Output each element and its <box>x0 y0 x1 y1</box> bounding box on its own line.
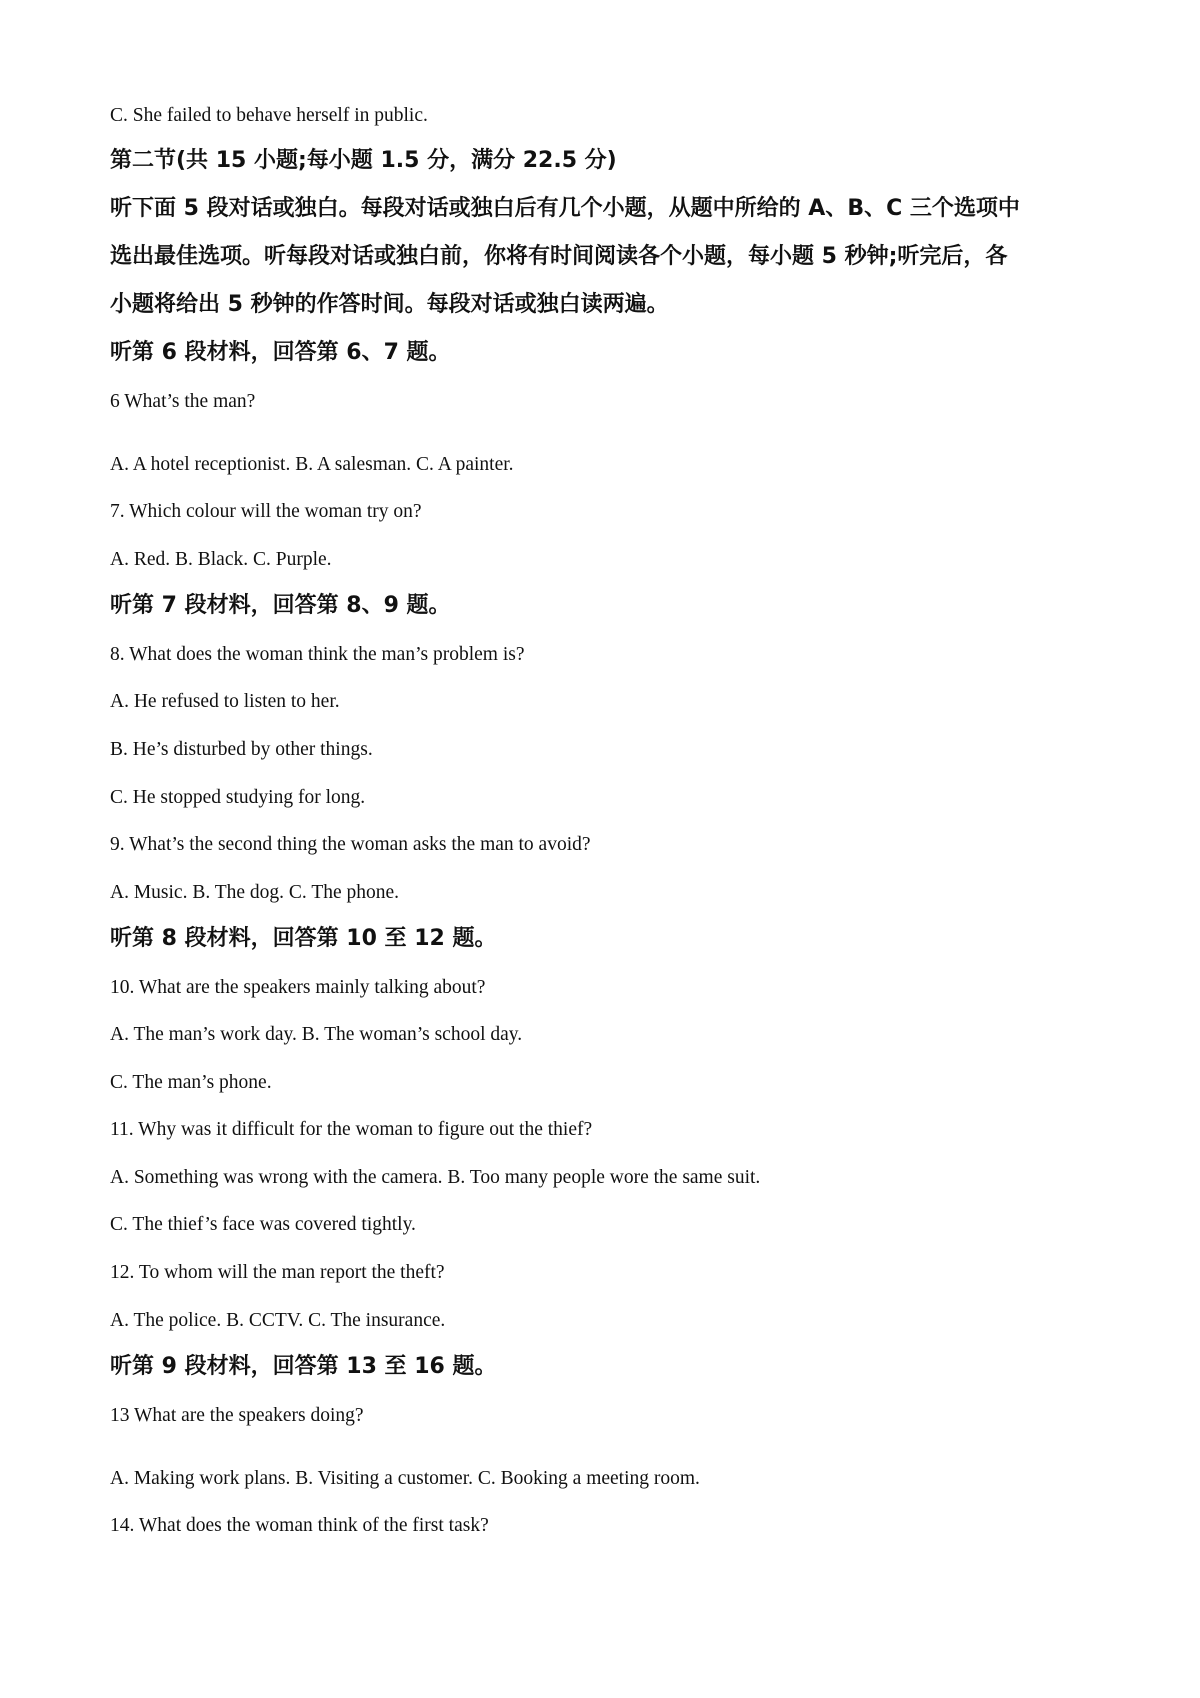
instructions-line-3: 小题将给出 5 秒钟的作答时间。每段对话或独白读两遍。 <box>110 292 669 317</box>
question-12: 12. To whom will the man report the theft? <box>110 1262 445 1283</box>
section-heading: 第二节(共 15 小题;每小题 1.5 分，满分 22.5 分) <box>110 148 617 173</box>
question-10: 10. What are the speakers mainly talking about? <box>110 977 486 998</box>
question-13: 13 What are the speakers doing? <box>110 1405 364 1426</box>
options-13: A. Making work plans. B. Visiting a customer. C. Booking a meeting room. <box>110 1468 700 1489</box>
question-9: 9. What’s the second thing the woman asks the man to avoid? <box>110 834 591 855</box>
options-9: A. Music. B. The dog. C. The phone. <box>110 882 400 903</box>
option-line-q5c: C. She failed to behave herself in public. <box>110 105 428 126</box>
question-11: 11. Why was it difficult for the woman to figure out the thief? <box>110 1119 593 1140</box>
instructions-line-1: 听下面 5 段对话或独白。每段对话或独白后有几个小题，从题中所给的 A、B、C 三个选项中 <box>110 196 1020 221</box>
option-8c: C. He stopped studying for long. <box>110 787 366 808</box>
options-12: A. The police. B. CCTV. C. The insurance. <box>110 1310 446 1331</box>
option-11c: C. The thief’s face was covered tightly. <box>110 1214 416 1235</box>
options-10-ab: A. The man’s work day. B. The woman’s school day. <box>110 1024 523 1045</box>
options-7: A. Red. B. Black. C. Purple. <box>110 549 332 570</box>
instructions-line-2: 选出最佳选项。听每段对话或独白前，你将有时间阅读各个小题，每小题 5 秒钟;听完后，各 <box>110 244 1008 269</box>
question-8: 8. What does the woman think the man’s problem is? <box>110 644 525 665</box>
material-heading-7: 听第 7 段材料，回答第 8、9 题。 <box>110 593 451 618</box>
material-heading-9: 听第 9 段材料，回答第 13 至 16 题。 <box>110 1354 497 1379</box>
option-8b: B. He’s disturbed by other things. <box>110 739 373 760</box>
question-7: 7. Which colour will the woman try on? <box>110 501 422 522</box>
material-heading-8: 听第 8 段材料，回答第 10 至 12 题。 <box>110 926 497 951</box>
material-heading-6: 听第 6 段材料，回答第 6、7 题。 <box>110 340 451 365</box>
question-6: 6 What’s the man? <box>110 391 256 412</box>
question-14: 14. What does the woman think of the first task? <box>110 1515 489 1536</box>
option-10c: C. The man’s phone. <box>110 1072 272 1093</box>
options-6: A. A hotel receptionist. B. A salesman. C. A painter. <box>110 454 514 475</box>
options-11-ab: A. Something was wrong with the camera. B. Too many people wore the same suit. <box>110 1167 761 1188</box>
option-8a: A. He refused to listen to her. <box>110 691 340 712</box>
